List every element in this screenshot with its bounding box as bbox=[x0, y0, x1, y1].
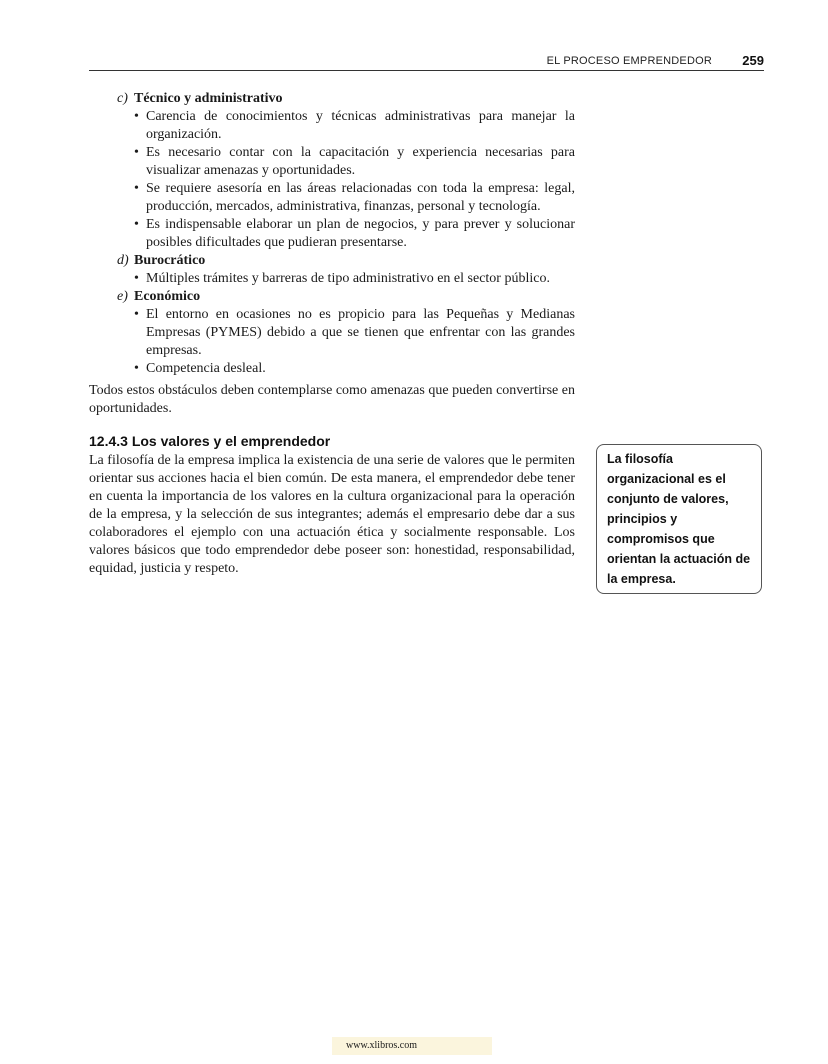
page-header bbox=[89, 54, 764, 71]
section-heading: 12.4.3 Los valores y el emprendedor bbox=[89, 433, 331, 449]
category-heading bbox=[117, 90, 575, 108]
list-item: • Múltiples trámites y barreras de tipo administrativo en el sector público. bbox=[89, 270, 575, 288]
category-letter: c) bbox=[117, 91, 128, 106]
obstacle-d bbox=[89, 252, 575, 288]
bullet-list bbox=[89, 108, 575, 252]
closing-paragraph: Todos estos obstáculos deben contemplarse como amenazas que pueden convertirse en oportunidades. bbox=[89, 383, 575, 416]
obstacle-c bbox=[89, 90, 575, 252]
category-title: Económico bbox=[134, 289, 201, 304]
running-title: EL PROCESO EMPRENDEDOR bbox=[546, 55, 712, 67]
footer-url: www.xlibros.com bbox=[332, 1037, 492, 1055]
section-paragraph: La filosofía de la empresa implica la existencia de una serie de valores que le permiten orientar sus acciones hacia el bien común. De esta manera, el emprendedor debe tener en cuenta la importancia de los valores en la cultura organizacional para la operación de la empresa, y la selección de sus integrantes; además el empresario debe dar a sus colaboradores el ejemplo con una actuación ética y socialmente responsable. Los valores básicos que todo emprendedor debe poseer son: honestidad, responsabilidad, equidad, justicia y respeto. bbox=[89, 453, 575, 576]
category-heading bbox=[117, 288, 575, 306]
category-title: Burocrático bbox=[134, 253, 206, 268]
main-text bbox=[89, 90, 575, 592]
list-item: • Carencia de conocimientos y técnicas administrativas para manejar la organización. bbox=[89, 108, 575, 144]
category-heading bbox=[117, 252, 575, 270]
category-letter: d) bbox=[117, 253, 129, 268]
list-item: • Se requiere asesoría en las áreas relacionadas con toda la empresa: legal, producción, mercados, administrativa, finanzas, personal y tecnología. bbox=[89, 180, 575, 216]
list-item: • Competencia desleal. bbox=[89, 360, 575, 378]
page-number: 259 bbox=[742, 53, 764, 68]
list-item: • Es necesario contar con la capacitación y experiencia necesarias para visualizar amenazas y oportunidades. bbox=[89, 144, 575, 180]
margin-note-box: La filosofía organizacional es el conjunto de valores, principios y compromisos que orientan la actuación de la empresa. bbox=[596, 444, 762, 594]
list-item: • El entorno en ocasiones no es propicio para las Pequeñas y Medianas Empresas (PYMES) debido a que se tienen que enfrentar con las grandes empresas. bbox=[89, 306, 575, 360]
obstacle-e bbox=[89, 288, 575, 378]
category-title: Técnico y administrativo bbox=[134, 91, 283, 106]
bullet-list bbox=[89, 270, 575, 288]
bullet-list bbox=[89, 306, 575, 378]
category-letter: e) bbox=[117, 289, 128, 304]
list-item: • Es indispensable elaborar un plan de negocios, y para prever y solucionar posibles dificultades que pudieran presentarse. bbox=[89, 216, 575, 252]
